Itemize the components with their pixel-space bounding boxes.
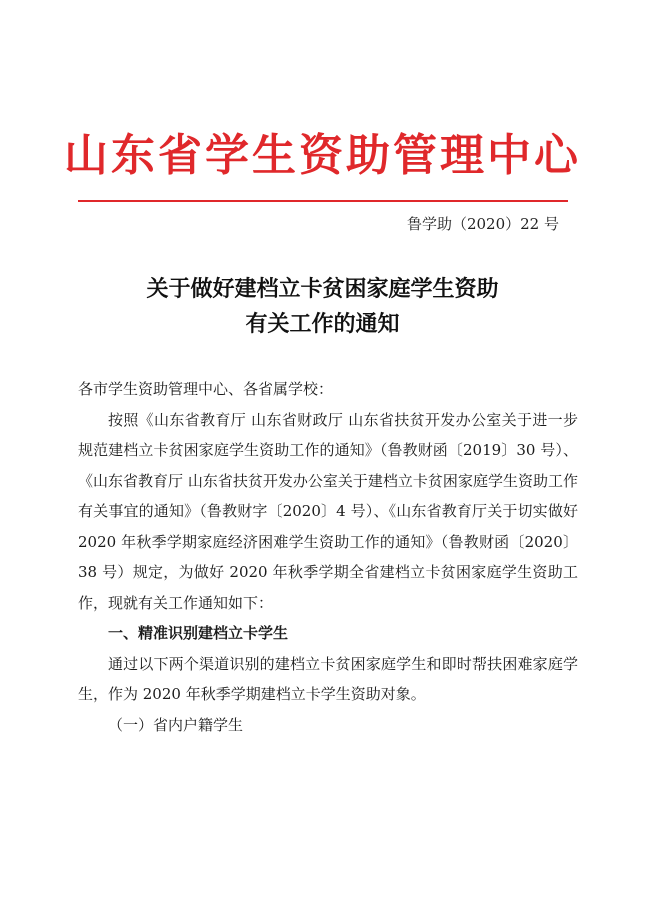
- subsection-1-heading: （一）省内户籍学生: [108, 715, 244, 734]
- body-paragraph-2: 通过以下两个渠道识别的建档立卡贫困家庭学生和即时帮扶困难家庭学生，作为 2020 年秋季学期建档立卡学生资助对象。: [78, 654, 578, 703]
- document-number: 鲁学助（2020）22 号: [406, 215, 559, 233]
- section-1-heading: 一、精准识别建档立卡学生: [108, 624, 289, 642]
- org-letterhead-title: 山东省学生资助管理中心: [64, 130, 581, 181]
- notice-title-line-2: 有关工作的通知: [245, 311, 400, 337]
- notice-title-line-1: 关于做好建档立卡贫困家庭学生资助: [146, 276, 499, 302]
- notice-title: [0, 272, 645, 342]
- body-paragraph-1: 按照《山东省教育厅 山东省财政厅 山东省扶贫开发办公室关于进一步规范建档立卡贫困家庭学生资助工作的通知》（鲁教财函〔2019〕30 号）、《山东省教育厅 山东省扶贫开发办公室关于建档立卡贫困家庭学生资助工作有关事宜的通知》（鲁教财字〔2020〕4 号）、《山东省教育厅关于切实做好 2020 年秋季学期家庭经济困难学生资助工作的通知》（鲁教财函〔2020〕38 号）规定，为做好 2020 年秋季学期全省建档立卡贫困家庭学生资助工作，现就有关工作通知如下：: [78, 410, 578, 612]
- letterhead-divider: [78, 200, 568, 202]
- salutation: 各市学生资助管理中心、各省属学校：: [78, 380, 334, 398]
- notice-body: [78, 374, 578, 740]
